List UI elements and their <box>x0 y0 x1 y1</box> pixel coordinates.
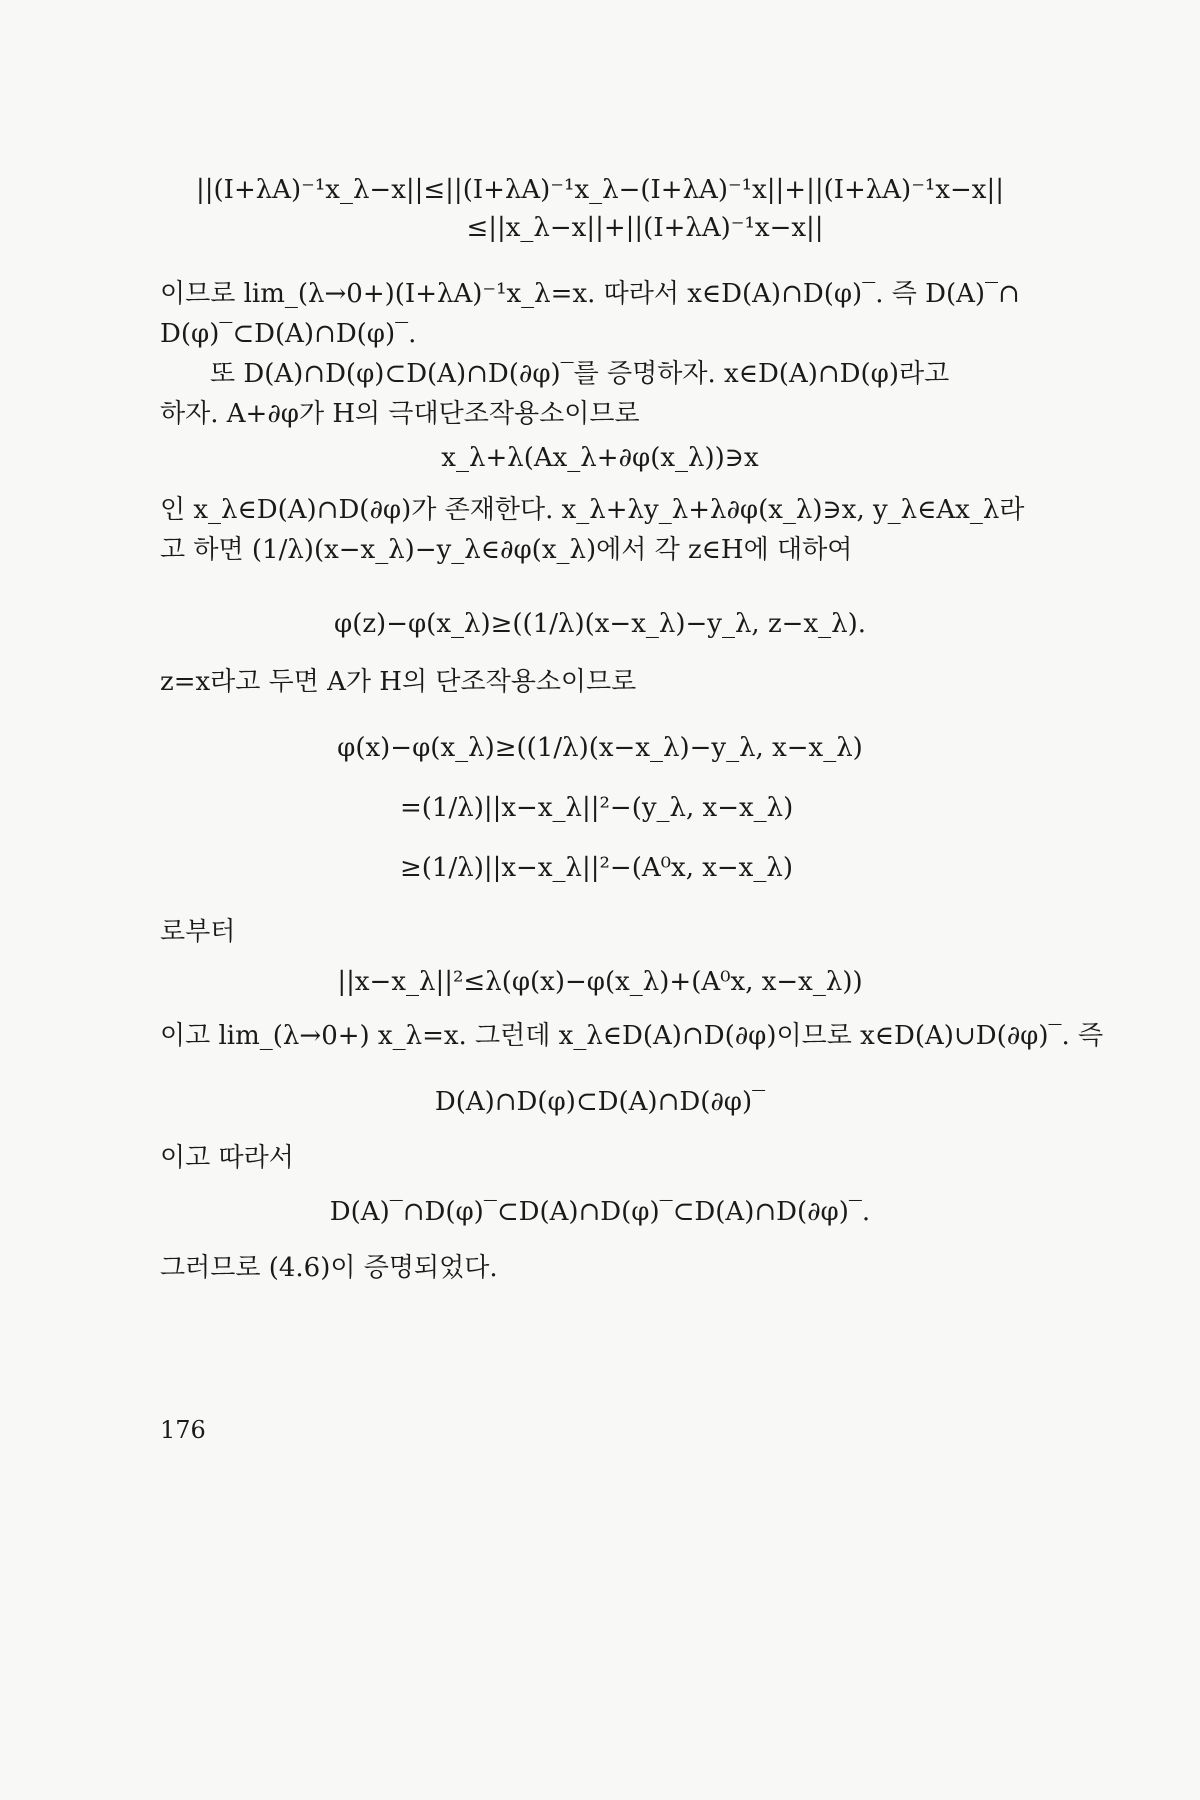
text-line-15: 로부터 <box>160 917 236 947</box>
equation-line-12: φ(x)−φ(x_λ)≥((1/λ)(x−x_λ)−y_λ, x−x_λ) <box>337 733 863 763</box>
equation-line-2: ≤||x_λ−x||+||(I+λA)⁻¹x−x|| <box>466 213 824 243</box>
equation-line-1: ||(I+λA)⁻¹x_λ−x||≤||(I+λA)⁻¹x_λ−(I+λA)⁻¹x||+||(I+λA)⁻¹x−x|| <box>196 175 1004 205</box>
equation-line-16: ||x−x_λ||²≤λ(φ(x)−φ(x_λ)+(A⁰x, x−x_λ)) <box>337 967 863 997</box>
text-line-9: 고 하면 (1/λ)(x−x_λ)−y_λ∈∂φ(x_λ)에서 각 z∈H에 대하여 <box>160 535 853 565</box>
equation-line-18: D(A)∩D(φ)⊂D(A)∩D(∂φ)‾ <box>434 1087 766 1117</box>
text-line-8: 인 x_λ∈D(A)∩D(∂φ)가 존재한다. x_λ+λy_λ+λ∂φ(x_λ)∋x, y_λ∈Ax_λ라 <box>160 495 1025 525</box>
text-line-6: 하자. A+∂φ가 H의 극대단조작용소이므로 <box>160 399 640 429</box>
equation-line-14: ≥(1/λ)||x−x_λ||²−(A⁰x, x−x_λ) <box>400 853 793 883</box>
text-line-17: 이고 lim_(λ→0+) x_λ=x. 그런데 x_λ∈D(A)∩D(∂φ)이므로 x∈D(A)∪D(∂φ)‾. 즉 <box>160 1021 1104 1051</box>
equation-line-10: φ(z)−φ(x_λ)≥((1/λ)(x−x_λ)−y_λ, z−x_λ). <box>334 609 866 639</box>
page-number: 176 <box>160 1416 206 1444</box>
text-line-3: 이므로 lim_(λ→0+)(I+λA)⁻¹x_λ=x. 따라서 x∈D(A)∩D(φ)‾. 즉 D(A)‾∩ <box>160 279 1020 309</box>
text-line-11: z=x라고 두면 A가 H의 단조작용소이므로 <box>160 667 637 697</box>
equation-line-7: x_λ+λ(Ax_λ+∂φ(x_λ))∋x <box>441 443 759 473</box>
text-line-5: 또 D(A)∩D(φ)⊂D(A)∩D(∂φ)‾를 증명하자. x∈D(A)∩D(φ)라고 <box>210 359 950 389</box>
equation-line-13: =(1/λ)||x−x_λ||²−(y_λ, x−x_λ) <box>400 793 794 823</box>
text-line-4: D(φ)‾⊂D(A)∩D(φ)‾. <box>160 319 417 349</box>
text-line-19: 이고 따라서 <box>160 1143 294 1173</box>
equation-line-20: D(A)‾∩D(φ)‾⊂D(A)∩D(φ)‾⊂D(A)∩D(∂φ)‾. <box>329 1197 871 1227</box>
text-line-21: 그러므로 (4.6)이 증명되었다. <box>160 1253 498 1283</box>
